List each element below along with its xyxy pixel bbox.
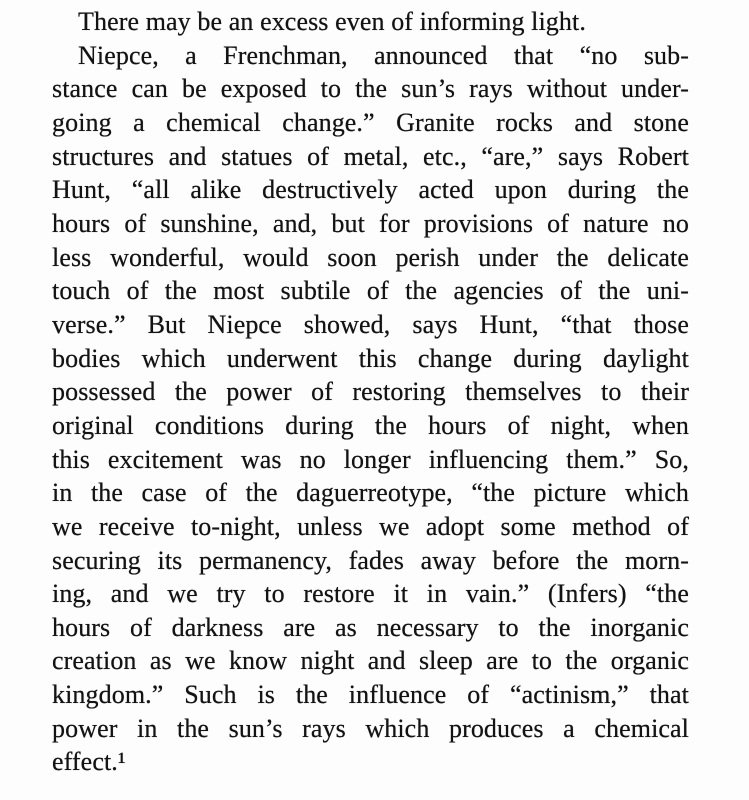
text-line: ing, and we try to restore it in vain.” (Infers) “the — [52, 579, 689, 609]
text-line: There may be an excess even of informing light. — [78, 7, 586, 36]
text-line-footnote: effect.¹ — [52, 747, 126, 777]
text-line: securing its permanency, fades away before the morn- — [52, 545, 689, 575]
text-line: stance can be exposed to the sun’s rays without under- — [52, 74, 689, 104]
text-line: creation as we know night and sleep are to the organic — [52, 646, 689, 676]
text-line: Niepce, a Frenchman, announced that “no sub- — [78, 40, 689, 70]
text-line: power in the sun’s rays which produces a chemical — [52, 713, 689, 743]
text-line: hours of darkness are as necessary to the inorganic — [52, 612, 689, 642]
text-line: kingdom.” Such is the influence of “actinism,” that — [52, 680, 689, 710]
text-line: hours of sunshine, and, but for provisions of nature no — [52, 208, 689, 238]
text-line: we receive to-night, unless we adopt some method of — [52, 511, 689, 541]
text-line: this excitement was no longer influencing them.” So, — [52, 444, 689, 474]
text-line: going a chemical change.” Granite rocks and stone — [52, 107, 689, 137]
text-line: possessed the power of restoring themselves to their — [52, 377, 689, 407]
body-text — [52, 5, 689, 779]
text-line: structures and statues of metal, etc., “are,” says Robert — [52, 141, 689, 171]
text-line: verse.” But Niepce showed, says Hunt, “that those — [52, 309, 689, 339]
text-line: in the case of the daguerreotype, “the picture which — [52, 478, 689, 508]
text-line: bodies which underwent this change during daylight — [52, 343, 689, 373]
text-line: Hunt, “all alike destructively acted upon during the — [52, 175, 689, 205]
text-line: original conditions during the hours of night, when — [52, 410, 689, 440]
text-line: touch of the most subtile of the agencies of the uni- — [52, 276, 689, 306]
text-line: less wonderful, would soon perish under the delicate — [52, 242, 689, 272]
